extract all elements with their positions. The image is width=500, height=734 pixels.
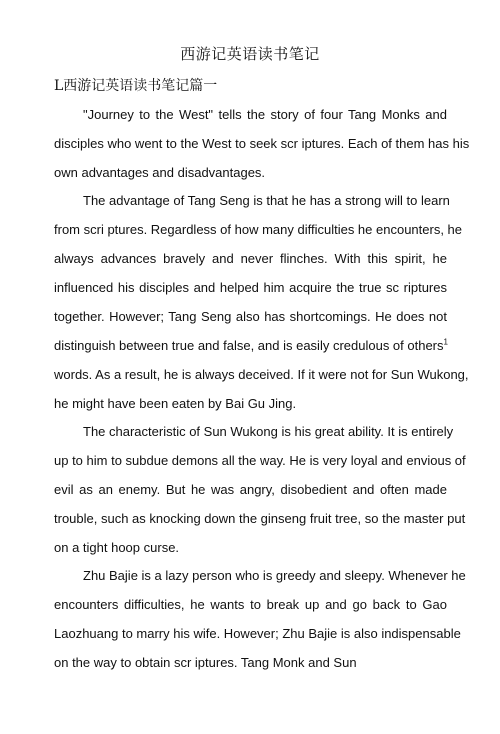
paragraph-1 [54,100,470,187]
paragraph-3 [54,417,466,562]
paragraph-line: he might have been eaten by Bai Gu Jing. [54,396,297,411]
footnote-marker: 1 [443,337,448,347]
paragraph-line: Laozhuang to marry his wife. However; Zhu Bajie is also indispensable [54,626,461,641]
paragraph-line: on the way to obtain scr iptures. Tang Monk and Sun [54,655,357,670]
paragraph-line: encounters difficulties, he wants to break up and go back to Gao [54,597,447,612]
paragraph-line: together. However; Tang Seng also has shortcomings. He does not [54,309,447,324]
paragraph-line: influenced his disciples and helped him acquire the true sc riptures [54,280,447,295]
paragraph-line: Zhu Bajie is a lazy person who is greedy and sleepy. Whenever he [83,568,466,583]
paragraph-line: "Journey to the West" tells the story of four Tang Monks and [83,107,447,122]
paragraph-line: The advantage of Tang Seng is that he has a strong will to learn [83,193,450,208]
paragraph-line: words. As a result, he is always deceived. If it were not for Sun Wukong, [54,367,469,382]
paragraph-line-text: distinguish between true and false, and is easily credulous of others [54,338,444,353]
paragraph-line: trouble, such as knocking down the ginseng fruit tree, so the master put [54,511,466,526]
paragraph-line: evil as an enemy. But he was angry, disobedient and often made [54,482,447,497]
paragraph-line: on a tight hoop curse. [54,540,180,555]
paragraph-line: own advantages and disadvantages. [54,165,266,180]
section-heading: L西游记英语读书笔记篇一 [54,78,218,94]
paragraph-line: up to him to subdue demons all the way. He is very loyal and envious of [54,453,466,468]
paragraph-4 [54,561,466,677]
document-title: 西游记英语读书笔记 [180,45,320,63]
paragraph-line-with-footnote [54,331,447,360]
paragraph-line: disciples who went to the West to seek scr iptures. Each of them has his [54,136,470,151]
paragraph-2 [54,186,469,418]
paragraph-line: The characteristic of Sun Wukong is his great ability. It is entirely [83,424,454,439]
paragraph-line: from scri ptures. Regardless of how many difficulties he encounters, he [54,222,463,237]
paragraph-line: always advances bravely and never flinches. With this spirit, he [54,251,447,266]
